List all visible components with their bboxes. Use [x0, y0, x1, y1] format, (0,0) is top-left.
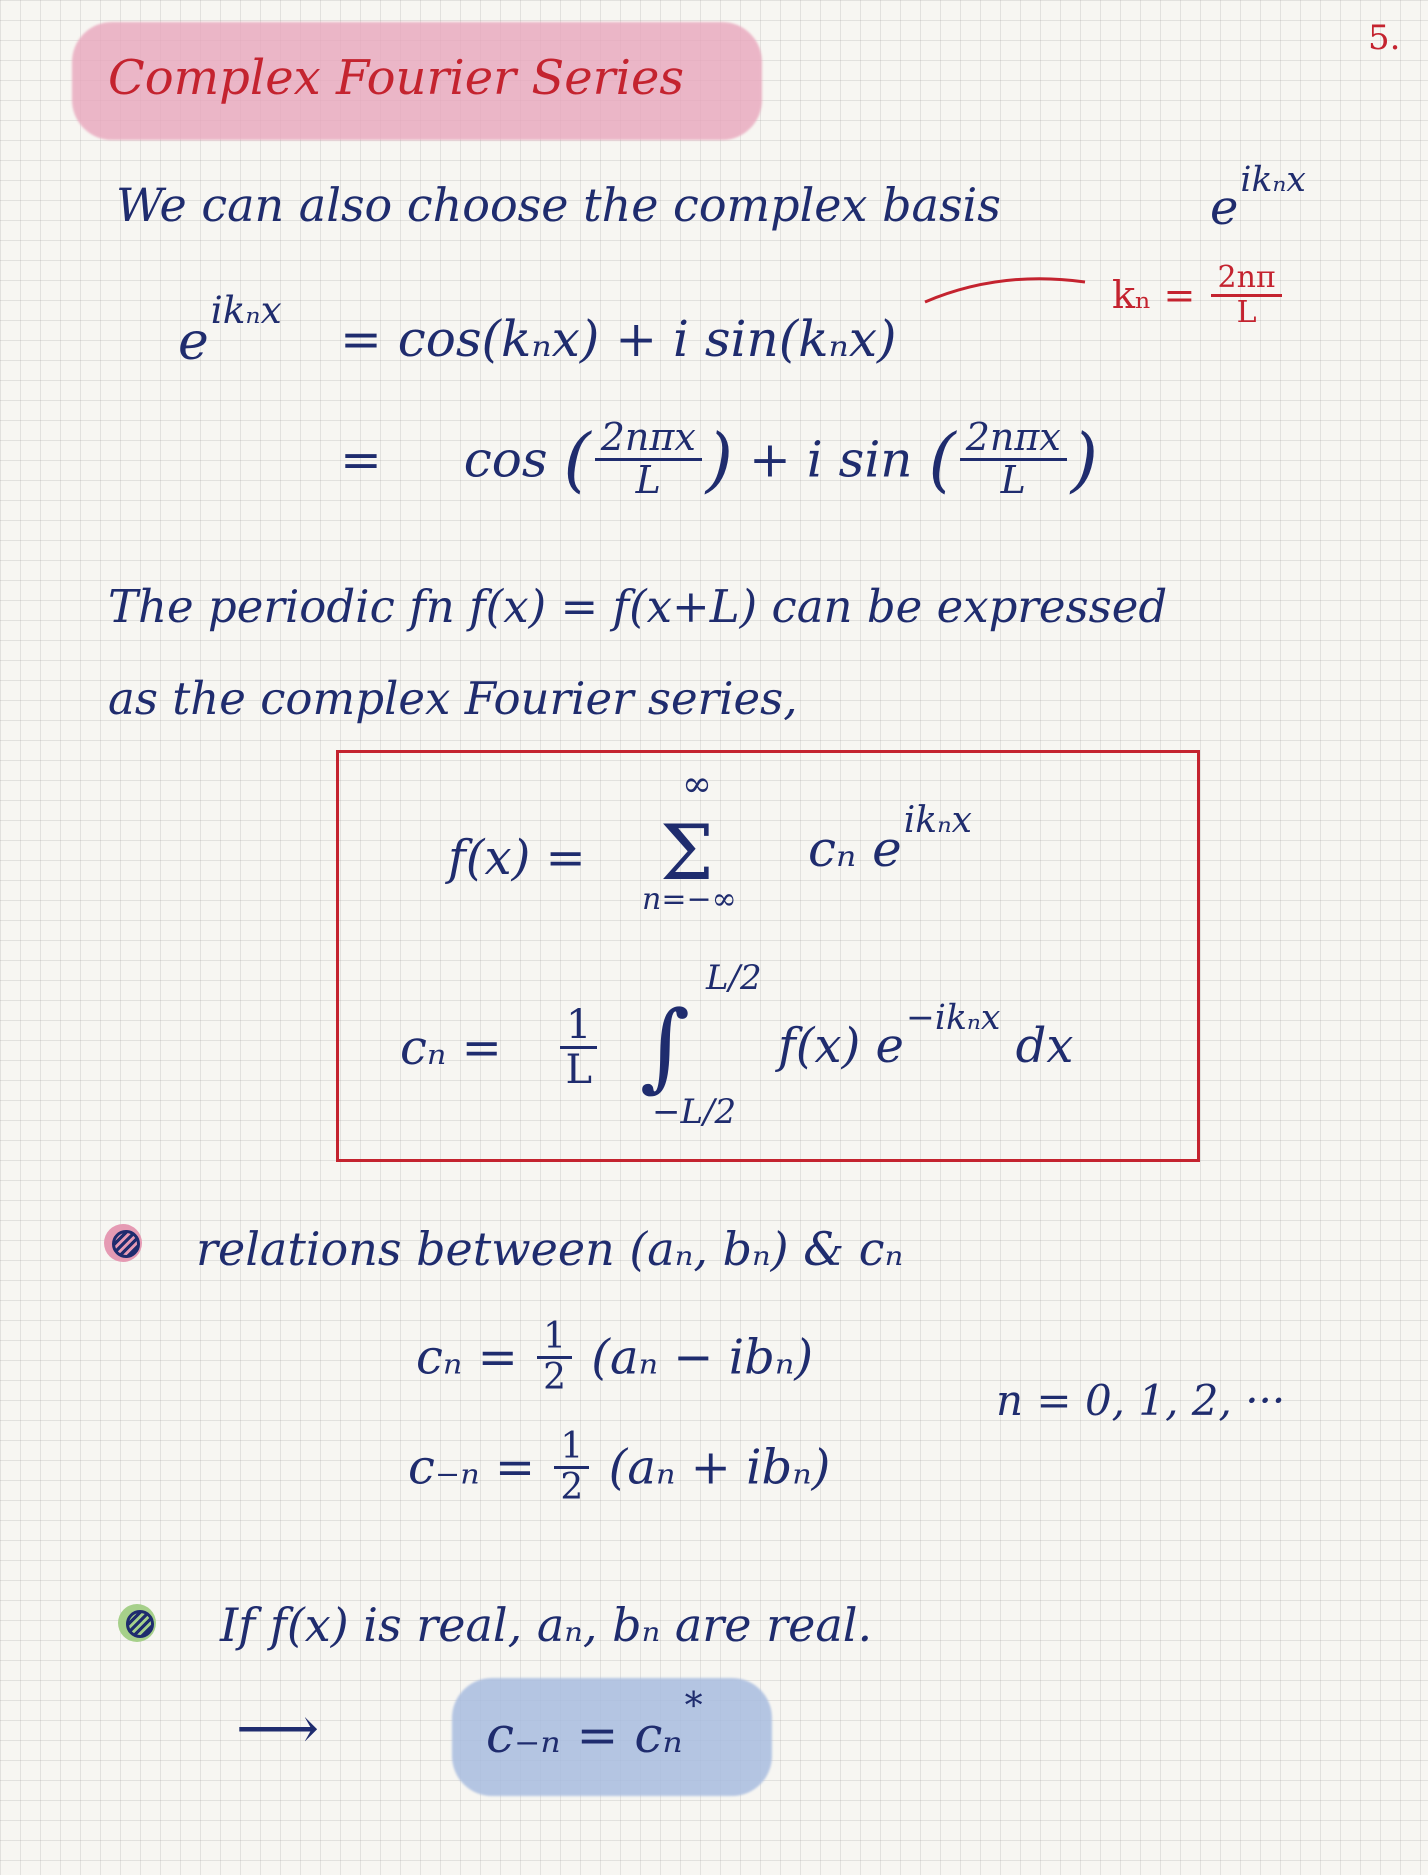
sum-term: [808, 799, 972, 878]
integral-lower: −L/2: [652, 1092, 737, 1132]
conj-star: *: [684, 1685, 703, 1727]
integrand-sup: −ikₙx: [905, 998, 1001, 1039]
euler-line2-eq: =: [340, 430, 382, 489]
coeff-fraction: [556, 1004, 601, 1091]
periodic-line2: as the complex Fourier series,: [108, 672, 798, 725]
isin-label: + i sin: [748, 430, 913, 489]
rel1-half-den: 2: [543, 1356, 566, 1398]
intro-exp-base: e: [1210, 180, 1239, 236]
kn-den: L: [1236, 294, 1257, 330]
integral-upper: L/2: [706, 958, 762, 998]
intro-text: We can also choose the complex basis: [116, 178, 1001, 232]
sum-term-sup: ikₙx: [903, 799, 972, 841]
periodic-line1: The periodic fn f(x) = f(x+L) can be expressed: [108, 580, 1168, 633]
cos-frac-num: 2nπx: [595, 418, 702, 461]
conj-text: c₋ₙ = cₙ: [486, 1706, 683, 1764]
integrand: [778, 998, 1074, 1074]
euler-line2: = cos ( $\frac{\text{2nπx}}{L}$ ) + i sin ( $\frac{\text{2nπx}}{L}$ ): [340, 415, 1099, 502]
coeff-frac: [560, 1004, 597, 1091]
rel1-half: [537, 1318, 572, 1397]
cos-frac-den: L: [635, 457, 661, 502]
rel1-lhs: cₙ =: [416, 1329, 518, 1386]
integral-symbol: ∫: [640, 990, 691, 1102]
cos-label: cos: [463, 430, 548, 489]
relation-2: [408, 1428, 830, 1507]
bullet-icon: [126, 1610, 154, 1638]
kn-num: 2nπ: [1211, 262, 1281, 297]
kn-pointer-arc: [920, 270, 1090, 310]
pink-bullet: [104, 1224, 142, 1262]
kn-definition: [1112, 262, 1286, 328]
rel2-rhs: (aₙ + ibₙ): [608, 1439, 831, 1496]
sum-upper-limit: ∞: [682, 764, 712, 805]
rel2-half: [554, 1428, 589, 1507]
green-bullet: [118, 1604, 156, 1642]
sum-term-base: cₙ e: [808, 820, 902, 878]
cos-fraction: [595, 415, 702, 502]
euler-lhs-base: e: [178, 312, 209, 372]
coeff-frac-den: L: [565, 1047, 592, 1093]
page-title: Complex Fourier Series: [108, 50, 684, 106]
kn-label: kₙ =: [1112, 273, 1196, 317]
page-number: 5.: [1368, 18, 1401, 58]
intro-exponential: [1210, 160, 1306, 236]
intro-exp-sup: ikₙx: [1240, 160, 1306, 201]
sin-frac-num: 2nπx: [960, 418, 1067, 461]
sin-fraction: [960, 415, 1067, 502]
conjugate-relation: [486, 1685, 703, 1764]
rel2-lhs: c₋ₙ =: [408, 1439, 536, 1496]
euler-line1: = cos(kₙx) + i sin(kₙx): [340, 310, 897, 368]
rel2-half-den: 2: [560, 1466, 584, 1508]
integrand-base: f(x) e: [778, 1018, 904, 1074]
euler-lhs: [178, 288, 282, 372]
coeff-frac-num: 1: [560, 1004, 597, 1049]
series-lhs: f(x) =: [448, 830, 586, 886]
kn-fraction: [1211, 262, 1281, 328]
relation-1: [416, 1318, 813, 1397]
coeff-lhs: cₙ =: [400, 1020, 502, 1076]
euler-lhs-sup: ikₙx: [210, 288, 282, 333]
rel2-half-num: 1: [554, 1428, 589, 1469]
real-note: If f(x) is real, aₙ, bₙ are real.: [220, 1598, 873, 1652]
relations-heading: relations between (aₙ, bₙ) & cₙ: [196, 1222, 904, 1276]
sum-lower-limit: n=−∞: [642, 882, 737, 917]
sin-frac-den: L: [1000, 457, 1026, 502]
bullet-icon: [112, 1230, 140, 1258]
rel1-rhs: (aₙ − ibₙ): [591, 1329, 814, 1386]
sum-symbol: Σ: [660, 808, 714, 897]
n-range: n = 0, 1, 2, ···: [996, 1376, 1286, 1425]
rel1-half-num: 1: [537, 1318, 572, 1359]
arrow-icon: ⟶: [236, 1694, 320, 1762]
fourier-series-box: [336, 750, 1200, 1162]
integrand-dx: dx: [1015, 1018, 1074, 1074]
